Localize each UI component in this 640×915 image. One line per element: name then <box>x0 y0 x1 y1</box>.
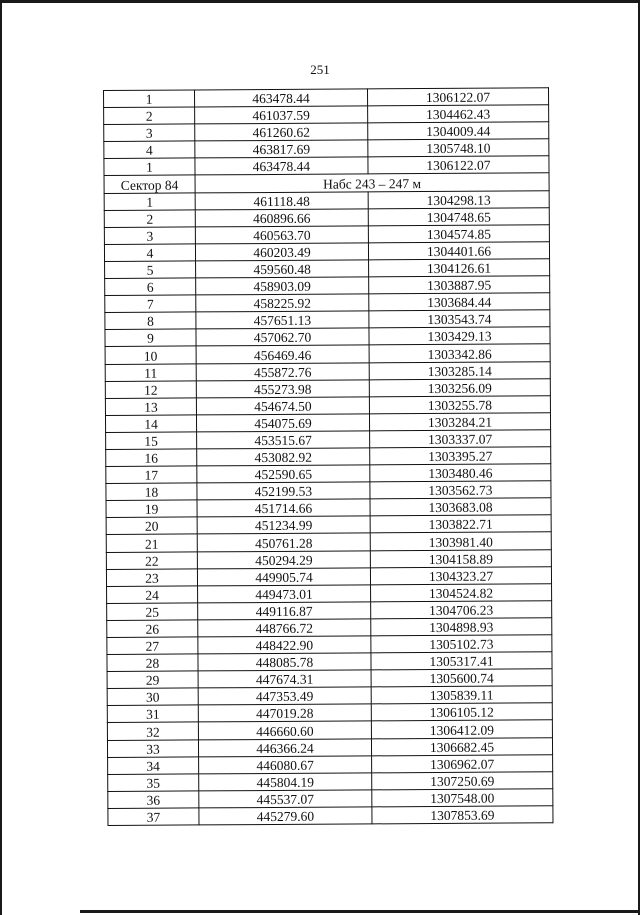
x-coordinate: 463817.69 <box>195 140 368 158</box>
y-coordinate: 1307250.69 <box>372 772 553 790</box>
y-coordinate: 1303562.73 <box>370 481 551 499</box>
y-coordinate: 1303284.21 <box>369 413 550 431</box>
point-number: 23 <box>106 569 197 587</box>
y-coordinate: 1307548.00 <box>372 789 553 807</box>
table-row <box>107 686 552 706</box>
table-row <box>106 498 551 518</box>
point-number: 10 <box>105 346 196 364</box>
table-row <box>105 293 550 313</box>
point-number: 14 <box>105 415 196 433</box>
y-coordinate: 1305600.74 <box>371 669 552 687</box>
y-coordinate: 1305748.10 <box>368 139 549 157</box>
table-row <box>107 720 552 740</box>
table-row <box>105 310 550 330</box>
y-coordinate: 1303342.86 <box>369 344 550 362</box>
point-number: 35 <box>108 774 199 792</box>
x-coordinate: 449116.87 <box>198 602 371 620</box>
x-coordinate: 460896.66 <box>195 209 368 227</box>
table-row <box>104 225 549 245</box>
x-coordinate: 445537.07 <box>199 790 372 808</box>
table-row <box>105 378 550 398</box>
y-coordinate: 1306122.07 <box>368 156 549 174</box>
x-coordinate: 455273.98 <box>196 379 369 397</box>
x-coordinate: 446660.60 <box>198 721 371 739</box>
table-row <box>105 413 550 433</box>
y-coordinate: 1303887.95 <box>369 276 550 294</box>
x-coordinate: 445804.19 <box>199 773 372 791</box>
y-coordinate: 1304574.85 <box>368 225 549 243</box>
x-coordinate: 450761.28 <box>197 533 370 551</box>
table-row <box>104 105 549 125</box>
table-row <box>106 566 551 586</box>
table-row <box>107 652 552 672</box>
y-coordinate: 1306122.07 <box>367 88 548 106</box>
x-coordinate: 445279.60 <box>199 807 372 825</box>
point-number: 6 <box>105 278 196 296</box>
y-coordinate: 1303256.09 <box>369 378 550 396</box>
y-coordinate: 1305839.11 <box>371 686 552 704</box>
x-coordinate: 452199.53 <box>197 482 370 500</box>
table-row <box>108 772 553 792</box>
point-number: 12 <box>105 381 196 399</box>
y-coordinate: 1306962.07 <box>372 754 553 772</box>
x-coordinate: 447353.49 <box>198 687 371 705</box>
y-coordinate: 1303981.40 <box>370 532 551 550</box>
table-row <box>106 447 551 467</box>
point-number: 1 <box>104 158 195 176</box>
table-row <box>105 327 550 347</box>
point-number: 4 <box>104 244 195 262</box>
point-number: 31 <box>107 705 198 723</box>
table-row <box>107 669 552 689</box>
x-coordinate: 461037.59 <box>195 106 368 124</box>
point-number: 7 <box>105 295 196 313</box>
x-coordinate: 446366.24 <box>198 738 371 756</box>
point-number: 1 <box>104 193 195 211</box>
x-coordinate: 446080.67 <box>199 756 372 774</box>
point-number: 13 <box>105 398 196 416</box>
scan-border-left <box>0 0 2 915</box>
table-row <box>106 430 551 450</box>
table-row <box>105 361 550 381</box>
point-number: 2 <box>104 107 195 125</box>
point-number: 4 <box>104 141 195 159</box>
x-coordinate: 459560.48 <box>196 260 369 278</box>
table-row <box>104 242 549 262</box>
point-number: 15 <box>106 432 197 450</box>
y-coordinate: 1303285.14 <box>369 361 550 379</box>
table-row <box>104 88 549 108</box>
x-coordinate: 460563.70 <box>195 226 368 244</box>
table-row <box>106 464 551 484</box>
x-coordinate: 458225.92 <box>196 294 369 312</box>
x-coordinate: 458903.09 <box>196 277 369 295</box>
table-row <box>104 190 549 210</box>
y-coordinate: 1304401.66 <box>368 242 549 260</box>
point-number: 25 <box>107 603 198 621</box>
y-coordinate: 1303543.74 <box>369 310 550 328</box>
point-number: 8 <box>105 312 196 330</box>
x-coordinate: 455872.76 <box>196 362 369 380</box>
table-row <box>105 395 550 415</box>
point-number: 34 <box>108 757 199 775</box>
x-coordinate: 454075.69 <box>196 414 369 432</box>
y-coordinate: 1304748.65 <box>368 207 549 225</box>
y-coordinate: 1306682.45 <box>371 737 552 755</box>
table-row <box>107 703 552 723</box>
y-coordinate: 1303429.13 <box>369 327 550 345</box>
point-number: 20 <box>106 517 197 535</box>
y-coordinate: 1306105.12 <box>371 703 552 721</box>
y-coordinate: 1304158.89 <box>370 549 551 567</box>
x-coordinate: 451234.99 <box>197 516 370 534</box>
y-coordinate: 1303337.07 <box>370 430 551 448</box>
x-coordinate: 452590.65 <box>197 465 370 483</box>
point-number: 18 <box>106 483 197 501</box>
point-number: 30 <box>107 688 198 706</box>
sector-name: Сектор 84 <box>104 175 195 193</box>
point-number: 32 <box>107 722 198 740</box>
y-coordinate: 1304462.43 <box>368 105 549 123</box>
point-number: 22 <box>106 551 197 569</box>
table-row <box>107 635 552 655</box>
x-coordinate: 448085.78 <box>198 653 371 671</box>
page-number: 251 <box>310 62 330 77</box>
y-coordinate: 1305317.41 <box>371 652 552 670</box>
point-number: 16 <box>106 449 197 467</box>
x-coordinate: 449905.74 <box>197 568 370 586</box>
coordinates-table <box>103 87 553 826</box>
y-coordinate: 1304298.13 <box>368 190 549 208</box>
point-number: 2 <box>104 210 195 228</box>
y-coordinate: 1304524.82 <box>371 583 552 601</box>
point-number: 24 <box>107 586 198 604</box>
point-number: 26 <box>107 620 198 638</box>
point-number: 27 <box>107 637 198 655</box>
x-coordinate: 457062.70 <box>196 328 369 346</box>
x-coordinate: 447019.28 <box>198 704 371 722</box>
y-coordinate: 1303683.08 <box>370 498 551 516</box>
table-row <box>107 583 552 603</box>
table-row <box>104 139 549 159</box>
scan-border-bottom <box>80 910 640 913</box>
point-number: 5 <box>105 261 196 279</box>
point-number: 3 <box>104 227 195 245</box>
scan-border-top <box>0 0 640 3</box>
x-coordinate: 463478.44 <box>195 157 368 175</box>
point-number: 9 <box>105 329 196 347</box>
y-coordinate: 1306412.09 <box>371 720 552 738</box>
table-row <box>107 601 552 621</box>
point-number: 1 <box>104 90 195 108</box>
y-coordinate: 1303480.46 <box>370 464 551 482</box>
table-row <box>108 789 553 809</box>
y-coordinate: 1304009.44 <box>368 122 549 140</box>
y-coordinate: 1304126.61 <box>369 259 550 277</box>
y-coordinate: 1303395.27 <box>370 447 551 465</box>
x-coordinate: 463478.44 <box>195 89 368 107</box>
point-number: 33 <box>107 739 198 757</box>
table-row <box>108 754 553 774</box>
table-row <box>106 549 551 569</box>
table-row <box>104 207 549 227</box>
y-coordinate: 1303255.78 <box>369 395 550 413</box>
x-coordinate: 456469.46 <box>196 345 369 363</box>
coordinates-table-body <box>104 88 553 826</box>
y-coordinate: 1304323.27 <box>370 566 551 584</box>
point-number: 36 <box>108 791 199 809</box>
x-coordinate: 453515.67 <box>197 431 370 449</box>
x-coordinate: 450294.29 <box>197 550 370 568</box>
x-coordinate: 454674.50 <box>196 397 369 415</box>
table-row <box>106 515 551 535</box>
point-number: 37 <box>108 808 199 826</box>
x-coordinate: 460203.49 <box>195 243 368 261</box>
table-row <box>108 806 553 826</box>
point-number: 19 <box>106 500 197 518</box>
table-row <box>104 156 549 176</box>
y-coordinate: 1305102.73 <box>371 635 552 653</box>
x-coordinate: 448422.90 <box>198 636 371 654</box>
point-number: 21 <box>106 534 197 552</box>
x-coordinate: 447674.31 <box>198 670 371 688</box>
table-row <box>107 737 552 757</box>
table-row <box>105 276 550 296</box>
x-coordinate: 451714.66 <box>197 499 370 517</box>
table-row <box>105 259 550 279</box>
x-coordinate: 457651.13 <box>196 311 369 329</box>
x-coordinate: 461260.62 <box>195 123 368 141</box>
sector-depth-label: Набс 243 – 247 м <box>195 173 549 192</box>
point-number: 3 <box>104 124 195 142</box>
table-row <box>105 344 550 364</box>
table-row <box>107 618 552 638</box>
table-row <box>106 481 551 501</box>
x-coordinate: 449473.01 <box>198 585 371 603</box>
table-row <box>104 122 549 142</box>
y-coordinate: 1303684.44 <box>369 293 550 311</box>
x-coordinate: 453082.92 <box>197 448 370 466</box>
x-coordinate: 448766.72 <box>198 619 371 637</box>
table-row <box>106 532 551 552</box>
point-number: 29 <box>107 671 198 689</box>
point-number: 17 <box>106 466 197 484</box>
point-number: 11 <box>105 363 196 381</box>
point-number: 28 <box>107 654 198 672</box>
x-coordinate: 461118.48 <box>195 191 368 209</box>
y-coordinate: 1304706.23 <box>371 601 552 619</box>
y-coordinate: 1304898.93 <box>371 618 552 636</box>
y-coordinate: 1307853.69 <box>372 806 553 824</box>
y-coordinate: 1303822.71 <box>370 515 551 533</box>
